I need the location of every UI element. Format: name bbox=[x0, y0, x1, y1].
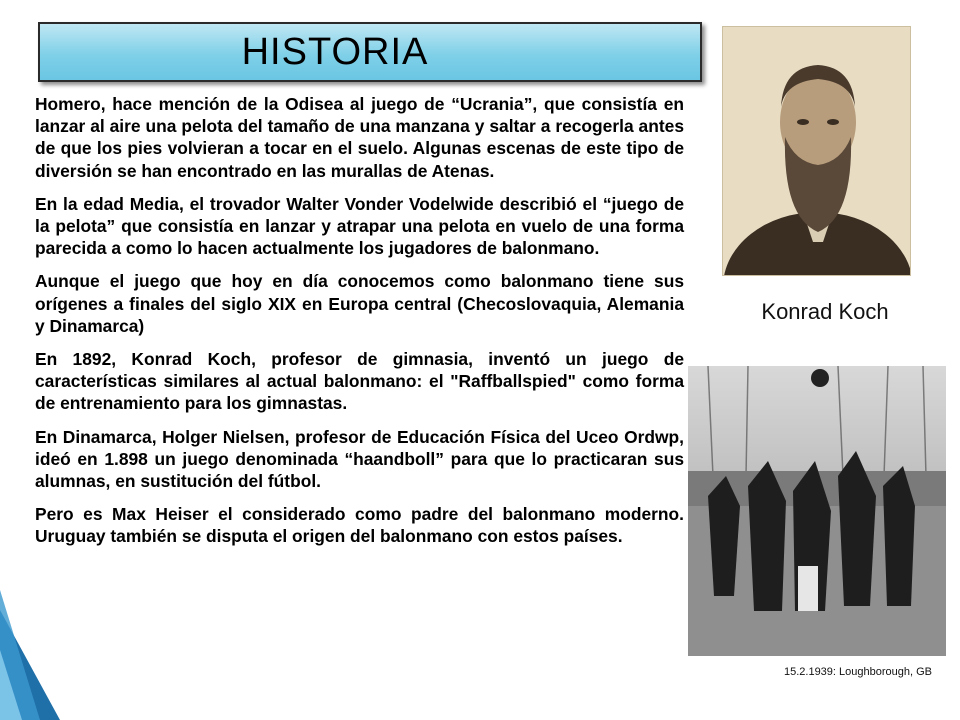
portrait-illustration bbox=[723, 27, 911, 276]
body-text bbox=[35, 93, 684, 713]
paragraph: En la edad Media, el trovador Walter Vonder Vodelwide describió el “juego de la pelota” que consistía en lanzar y atrapar una pelota en vuelo de una forma parecida a como lo hacen actualmente los jugadores de balonmano. bbox=[35, 193, 684, 259]
paragraph: Aunque el juego que hoy en día conocemos como balonmano tiene sus orígenes a finales del siglo XIX en Europa central (Checoslovaquia, Alemania y Dinamarca) bbox=[35, 271, 684, 336]
title-bar bbox=[38, 22, 702, 82]
photo-illustration bbox=[688, 366, 946, 682]
photo-caption: 15.2.1939: Loughborough, GB bbox=[783, 666, 932, 678]
paragraph: En 1892, Konrad Koch, profesor de gimnasia, inventó un juego de características similares al actual balonmano: el "Raffballspied" como forma de entrenamiento para los gimnastas. bbox=[35, 349, 684, 414]
paragraph: Pero es Max Heiser el considerado como padre del balonmano moderno. Uruguay también se disputa el origen del balonmano con estos países. bbox=[35, 504, 684, 547]
historic-photo bbox=[688, 366, 946, 682]
paragraph: Homero, hace mención de la Odisea al juego de “Ucrania”, que consistía en lanzar al aire una pelota del tamaño de una manzana y saltar a recogerla antes de que los pies volvieran a tocar en el suelo. Algunas escenas de este tipo de diversión se han encontrado en las murallas de Atenas. bbox=[35, 94, 684, 181]
paragraph: En Dinamarca, Holger Nielsen, profesor de Educación Física del Uceo Ordwp, ideó en 1.898 un juego denominada “haandboll” para que lo practicaran sus alumnas, en sustitución del fútbol. bbox=[35, 426, 684, 492]
portrait-image bbox=[722, 26, 911, 276]
page-title: HISTORIA bbox=[241, 30, 429, 73]
portrait-caption: Konrad Koch bbox=[761, 299, 889, 324]
